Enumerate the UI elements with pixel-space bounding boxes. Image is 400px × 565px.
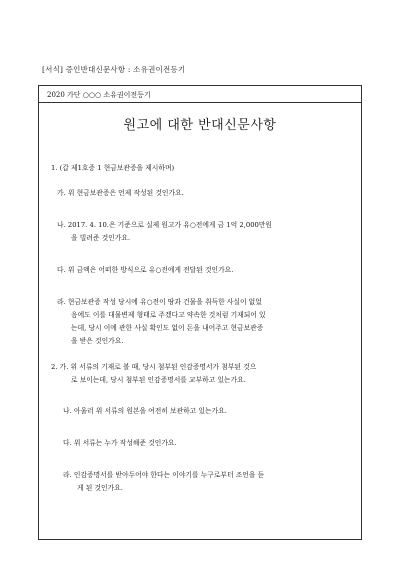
question-1-da: 다. 위 금액은 어떠한 방식으로 유○전에게 전달된 것인가요. [57, 266, 234, 274]
question-1-heading: 1. (갑 제1호증 1 현금보관증을 제시하며) [51, 164, 175, 172]
question-2-da: 다. 위 서류는 누가 작성해준 것인가요. [63, 439, 177, 447]
question-2-ra: 라. 인감증명서를 받아두어야 한다는 이야기를 누구로부터 조언을 듣 게 된 것인가요. [63, 471, 265, 492]
question-1-ra: 라. 현금보관증 작성 당시에 유○전이 땅과 건물을 취득한 사실이 없었 음에도 이를 대물변제 형태로 주겠다고 약속한 것처럼 기재되어 있 는데, 당시 이에 관한 사실 확인도 없이 돈을 내어주고 현금보관증 을 받은 것인가요. [57, 298, 266, 345]
form-caption: [서식] 증인반대신문사항 : 소유권이전등기 [42, 65, 186, 74]
document-title: 원고에 대한 반대신문사항 [123, 118, 277, 133]
question-1-na: 나. 2017. 4. 10.은 기준으로 실제 원고가 유○전에게 금 1억 2,000만원 을 빌려준 것인가요. [57, 221, 272, 242]
question-2-ga: 2. 가. 위 서류의 기재로 볼 때, 당시 첨부된 인감증명서가 첨부된 것으 로 보이는데, 당시 첨부된 인감증명서를 교부하고 있는가요. [51, 363, 257, 384]
document-frame [38, 85, 362, 540]
header-divider [39, 102, 361, 103]
case-number-line: 2020 가단 ○○○ 소유권이전등기 [47, 91, 151, 99]
question-1-ga: 가. 위 현금보관증은 언제 작성된 것인가요. [57, 189, 184, 197]
question-2-na: 나. 아울러 위 서류의 원본을 여전히 보관하고 있는가요. [63, 407, 227, 415]
